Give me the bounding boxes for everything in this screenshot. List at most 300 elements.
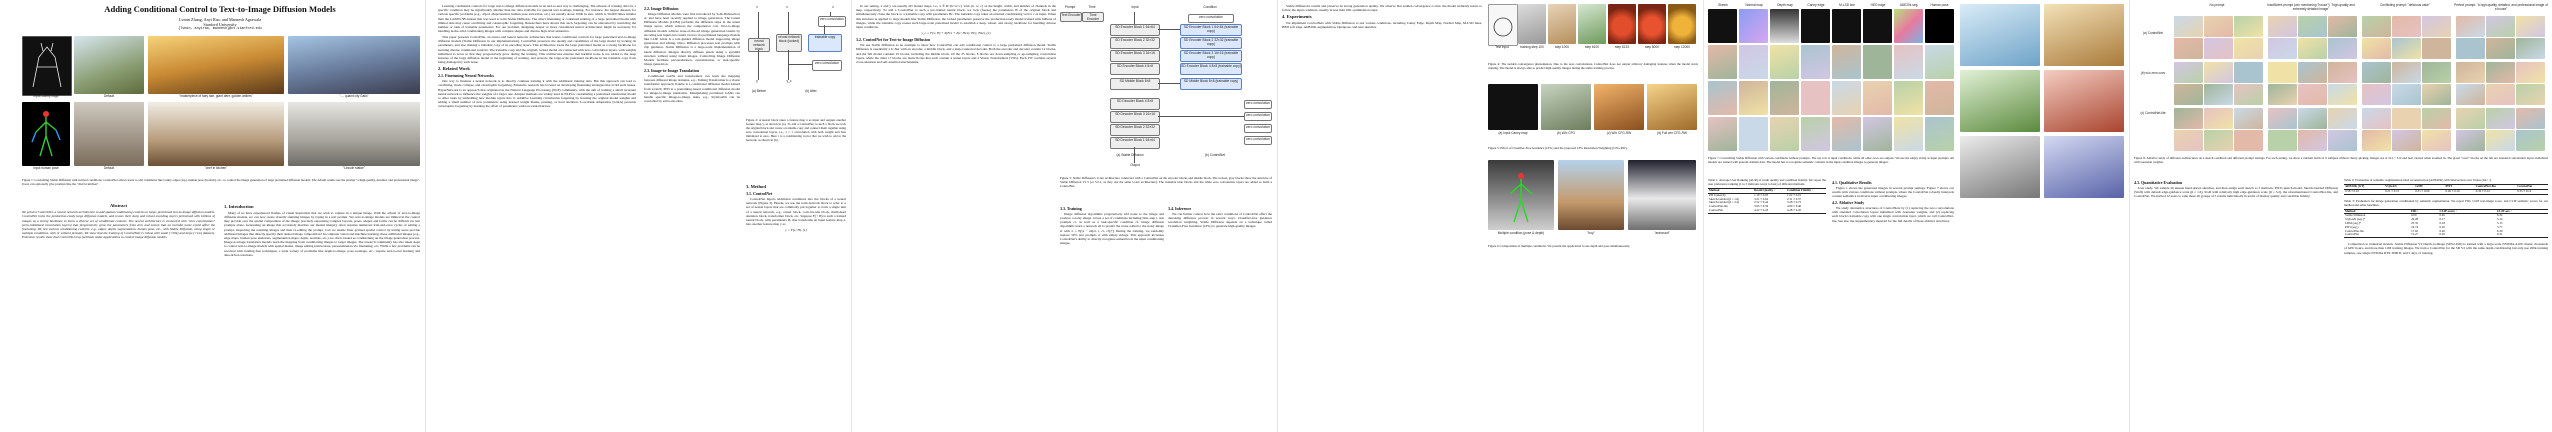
table-cell: 4.28 ± 0.45: [1787, 207, 1802, 212]
page-6-col-1: [2134, 178, 2338, 428]
fig4-label-6: step 12000: [1674, 45, 1690, 49]
fig3-label-sd: (a) Stable Diffusion: [1116, 153, 1144, 157]
figure-2-caption: Figure 2: A neural block takes a feature map x as input and outputs another feature map y, as shown in (a). To add a ControlNet to such a block we lock the original block and create a trainable copy and connect them together using zero convolution layers, i.e., 1 × 1 convolution with both weight and bias initialized to zero. Here c is a conditioning vector that we wish to add to the network, as shown in (b).: [746, 118, 846, 142]
ablation-sample-image: [2234, 62, 2263, 83]
ablation-sample-image: [2328, 84, 2357, 105]
condition-input-image: [1894, 9, 1923, 43]
fig2-arrow-a1: [758, 12, 759, 38]
page-6: [2130, 0, 2552, 432]
teaser-default-deer: [74, 36, 144, 94]
teaser-label-1: Input Canny edge: [33, 94, 59, 98]
table-cell: ControlNet: [2345, 232, 2359, 237]
table-cell: 0.18: [2439, 220, 2445, 225]
ablation-sample-image: [2298, 16, 2327, 37]
sample-image: [2044, 70, 2124, 132]
fig7-label-2: Depth map: [1777, 3, 1793, 7]
table-2-caption: Table 2: Evaluation of semantic segmentation label reconstruction (ADE20K) with Intersection over Union (IoU ↑).: [2344, 178, 2492, 182]
ablation-sample-image: [2268, 62, 2297, 83]
abstract-text: We present ControlNet, a neural network architecture to add spatial conditioning controls to large, pretrained text-to-image diffusion models. ControlNet locks the production-ready large diffusion models, and reuses their deep and robust encoding layers pretrained with billions of images as a strong backbone to learn a diverse set of conditional controls. The neural architecture is connected with "zero convolutions" (zero-initialized convolution layers) that progressively grow the parameters from zero and ensure that no harmful noise could affect the finetuning. We test various conditioning controls, e.g., edges, depth, segmentation, human pose, etc., with Stable Diffusion, using single or multiple conditions, with or without prompts. We show that the training of ControlNets is robust with small (<50k) and large (>1m) datasets. Extensive results show that ControlNet may facilitate wider applications to control image diffusion models.: [22, 210, 215, 240]
fig7-grid-container: [1708, 9, 1954, 153]
fig4-label-4: step 6133: [1614, 45, 1629, 49]
ablation-sample-image: [2486, 130, 2515, 151]
related-work-heading: 2. Related Work: [438, 66, 470, 72]
condition-input-image: [1770, 9, 1799, 43]
fig4-test-input: [1488, 4, 1518, 46]
teaser-label-5: Input human pose: [33, 166, 59, 170]
table-cell: PITI (seg.): [2345, 224, 2359, 229]
fig6-astronaut: [1628, 160, 1696, 230]
ablation-sample-image: [2298, 108, 2327, 129]
condition-input-image: [1832, 9, 1861, 43]
ablation-sample-image: [2392, 62, 2421, 83]
fig2-arrow-b2: [788, 50, 789, 80]
abstract-heading: Abstract: [109, 203, 128, 208]
generated-image: [1832, 45, 1861, 79]
table-cell: 0.21 ± 0.15: [2385, 188, 2400, 193]
method-heading: 3. Method: [746, 184, 766, 189]
figure-4-caption: Figure 4: The sudden convergence phenomenon. Due to the zero convolutions, ControlNet does not output arbitrary damaging features when the model starts training. The model is always able to predict high-quality images during the entire training process.: [1488, 62, 1698, 70]
experiments-heading: 4. Experiments: [1282, 14, 1312, 20]
figure-6-caption: Figure 6: Composition of multiple conditions. We present the application to use depth and pose simultaneously.: [1488, 244, 1631, 248]
fig4-label-0: Test input: [1495, 45, 1509, 49]
p4-text-b: We implement ControlNets with Stable Diffusion to test various conditions, including Canny Edge, Depth Map, Normal Map, M-LSD lines, HED soft edge, ADE20K segmentation, Openpose, and user sketches.: [1282, 21, 1482, 30]
zero-conv-skip-2: zero convolution: [1244, 112, 1272, 121]
teaser-label-8: "Lincoln statue": [343, 166, 365, 170]
p5-text-b: We study alternative structures of ControlNets by (1) replacing the zero convolutions with standard convolution layers initialized with Gaussian weights, and (2) replacing each block's trainable copy with one single convolution layer, which we call ControlNet-lite. See also the supplementary material for the full details of these ablative structures.: [1832, 206, 1954, 223]
fig6-boy: [1558, 160, 1624, 230]
fig4-label-3: step 6100: [1584, 45, 1599, 49]
table-cell: 3.28 ± 0.72: [1787, 200, 1802, 205]
table-cell: 5.15: [2497, 220, 2503, 225]
fig5-label-2: (c) W/o CFG-RW: [1606, 131, 1632, 135]
ablation-sample-image: [2268, 108, 2297, 129]
fig4-step-100: [1518, 4, 1546, 44]
fig7-label-1: Normal map: [1745, 3, 1763, 7]
teaser-pose-input: [22, 102, 70, 166]
table1-header-2: Condition Fidelity ↑: [1787, 188, 1814, 192]
table-cell: LDM (seg.)*: [2345, 220, 2362, 225]
fig3-connector-5: [1158, 116, 1244, 117]
ablation-sample-image: [2234, 84, 2263, 105]
ablation-sample-image: [2204, 62, 2233, 83]
fig3-label-cn: (b) ControlNet: [1204, 153, 1226, 157]
affiliation: Stanford University: [203, 22, 237, 27]
unet-encoder-1: SD Encoder Block 1 64×64: [1110, 24, 1160, 36]
fig2-arrow-b1: [788, 12, 789, 34]
table-row: [1708, 209, 1826, 213]
fig6-label-2: "astronaut": [1654, 231, 1670, 235]
fig4-label-1: training step 100: [1520, 45, 1544, 49]
ablation-sample-image: [2204, 130, 2233, 151]
teaser-chef: [148, 102, 284, 166]
fig7-label-7: Human pose: [1930, 3, 1949, 7]
fig5-canny: [1488, 84, 1538, 130]
p2-text-a: Learning conditional controls for large text-to-image diffusion models in an end-to-end way is challenging. The amount of training data for a specific condition may be significantly smaller than the data available for general text-to-image training. For instance, the largest datasets for various specific problems (e.g., object shape/normal, human pose extraction, etc.) are usually about 100K in size, which is 50,000 times smaller than the LAION-5B dataset that was used to train Stable Diffusion. The direct finetuning or continued training of a large pretrained model with limited data may cause overfitting and catastrophic forgetting. Researchers have shown that such forgetting can be alleviated by restricting the number or rank of trainable parameters. For our problem, designing deeper or more customized neural architectures might be necessary for handling in-the-wild conditioning images with complex shapes and diverse high-level semantics.: [438, 4, 636, 34]
introduction-text: Many of us have experienced flashes of visual inspiration that we wish to capture in a unique image. With the advent of text-to-image diffusion models, we can now create visually stunning images by typing in a text prompt. Yet, text-to-image models are limited in the control they provide over the spatial composition of the image; precisely expressing complex layouts, poses, shapes and forms can be difficult via text prompts alone. Generating an image that accurately matches our mental imagery often requires numerous trial-and-error cycles of editing a prompt, inspecting the resulting images and then re-editing the prompt. Can we enable finer grained spatial control by letting users provide additional images that directly specify their desired image composition? In computer vision and machine learning, these additional images (e.g., edge maps, human pose skeletons, segmentation maps, depth, normals, etc.) are often treated as conditioning on the image generation process. Image-to-image translation models learn the mapping from conditioning images to target images. The research community has also taken steps to control text-to-image models with spatial masks, image editing instructions, personalization via finetuning, etc. While a few problems can be resolved with training-free techniques, a wide variety of problems like depth-to-image, pose-to-image, etc., require end-to-end learning and data-driven solutions.: [224, 210, 420, 257]
table1-header-1: Result Quality ↑: [1754, 188, 1776, 192]
generated-image: [1739, 81, 1768, 115]
ablation-sample-image: [2362, 16, 2391, 37]
generated-image: [1832, 117, 1861, 151]
figure-7-conditions-grid: [1708, 4, 1954, 154]
ablation-sample-image: [2422, 38, 2451, 59]
condition-input-image: [1708, 9, 1737, 43]
table-3-generation: [2344, 209, 2548, 239]
author-list: [20, 17, 420, 32]
zero-conv-skip-4: zero convolution: [1244, 136, 1272, 145]
figure-1-teaser: [22, 36, 420, 176]
p3-text-d: We can further control how the extra conditions of ControlNet affect the denoising diffusion process in several ways. Classifier-free guidance resolution weighting. Stable Diffusion depends on a technique called Classifier-Free Guidance (CFG) to generate high-quality images.: [1168, 211, 1272, 229]
sample-image: [1960, 70, 2040, 132]
inference-heading: 3.4. Inference: [1168, 205, 1192, 211]
page-6-col-2: [2344, 178, 2548, 428]
ablation-sample-image: [2174, 62, 2203, 83]
fig8-header-2: Conflicting prompt: "delicious cake": [2380, 3, 2430, 7]
generated-image: [1894, 81, 1923, 115]
ablation-sample-image: [2392, 108, 2421, 129]
generated-image: [1770, 117, 1799, 151]
introduction-heading: 1. Introduction: [224, 204, 254, 209]
ablation-sample-image: [2456, 62, 2485, 83]
table-cell: 0.32 ± 0.12: [2475, 188, 2490, 193]
table-cell: 2.52 ± 0.44: [1754, 200, 1769, 205]
p6-text-b: Comparison to industrial models. Stable Diffusion V2 Depth-to-Image (SDv2-D2I) is trained with a large-scale NVIDIA A100 cluster, thousands of GPU hours, and more than 12M training images. We train a ControlNet for the SD V2 with the same depth conditioning but only use 200k training samples, one single NVIDIA RTX 3090Ti, and 5 days of training.: [2344, 242, 2548, 255]
ablation-sample-image: [2204, 38, 2233, 59]
ablation-sample-image: [2328, 130, 2357, 151]
controlnet-heading: 3.1. ControlNet: [746, 190, 773, 196]
generated-image: [1863, 45, 1892, 79]
fig6-label-0: Multiple condition (pose & depth): [1497, 231, 1545, 235]
generated-image: [1894, 117, 1923, 151]
teaser-canny-input: [22, 36, 72, 96]
fig3-time-encoder: Time Encoder: [1082, 12, 1104, 22]
figure-8-caption: Figure 8: Ablative study of different architectures on a sketch condition and different prompt settings. For each setting, we show a random batch of 6 samples without cherry-picking. Images are at 512 × 512 and best viewed when zoomed in. The green "conv" blocks on the left are standard convolution layers initialized with Gaussian weights.: [2134, 156, 2548, 164]
ablation-sample-image: [2516, 16, 2545, 37]
table-1-user-ranking: [1708, 188, 1826, 214]
fig3-text-encoder: Text Encoder: [1060, 12, 1082, 22]
ablation-sample-image: [2234, 16, 2263, 37]
ablation-sample-image: [2456, 16, 2485, 37]
quantitative-heading: 4.3. Quantitative Evaluation: [2134, 179, 2183, 185]
condition-input-image: [1925, 9, 1954, 43]
page-1: [0, 0, 425, 432]
ablation-sample-image: [2392, 38, 2421, 59]
ablation-sample-image: [2392, 130, 2421, 151]
ablation-sample-image: [2362, 130, 2391, 151]
page-2-col-3: [746, 182, 846, 428]
table-cell: ControlNet-lite: [2345, 228, 2364, 233]
p3-text-a: In our setting, x and y are usually 2D feature maps, i.e., x ∈ R^{h×w×c} with {h, w, c} as the height, width, and number of channels in the map, respectively. To add a ControlNet to such a pre-trained neural block, we lock (freeze) the parameters Θ of the original block and simultaneously clone the block to a trainable copy with parameters Θc. The trainable copy takes an external conditioning vector c as input. When this structure is applied to large models like Stable Diffusion, the locked parameters preserve the production-ready model trained with billions of images, while the trainable copy reuses such large-scale pretrained model to establish a deep, robust, and strong backbone for handling diverse input conditions.: [856, 4, 1056, 30]
generated-image: [1801, 117, 1830, 151]
fig4-step-8000: [1638, 4, 1666, 44]
table-cell: 0.17: [2439, 217, 2445, 222]
page-5: [1704, 0, 2129, 432]
ablation-sample-image: [2362, 108, 2391, 129]
table-cell: VQGAN (seg.)*: [2345, 217, 2366, 222]
table-cell: 4.09 ± 0.46: [1787, 204, 1802, 209]
ablation-sample-image: [2516, 84, 2545, 105]
unet-decoder-4: SD Decoder Block 4 8×8: [1110, 98, 1160, 110]
fig7-label-6: ADE20k seg.: [1899, 3, 1919, 7]
ablation-sample-image: [2268, 16, 2297, 37]
p6-text-a: User study. We sample 20 unseen hand-drawn sketches, and then assign each sketch to 5 methods: PITI's sketch model, Sketch-Guided Diffusion (SGD) with default edge-guidance scale (β = 1.6), SGD with relatively high edge-guidance scale (β = 3.2), the aforementioned ControlNet-lite, and ControlNet. We invited 12 users to rank these 20 groups of 5 results individually in terms of display quality and condition fidelity.: [2134, 185, 2338, 199]
sd-controlnet-heading: 3.2. ControlNet for Text-to-Image Diffusion: [856, 36, 931, 42]
generated-image: [1770, 81, 1799, 115]
generated-image: [1708, 117, 1737, 151]
teaser-default-person: [74, 102, 144, 166]
figure-5-cfg: [1488, 84, 1698, 144]
fig8-header-0: No prompt: [2209, 3, 2225, 7]
ablation-sample-image: [2328, 62, 2357, 83]
figure-4-convergence: [1488, 4, 1698, 60]
ablation-sample-image: [2328, 16, 2357, 37]
table3-header-2: CLIP-score ↑: [2439, 208, 2458, 213]
fig2-label-b: (b) After: [805, 89, 817, 93]
table2-header-5: ControlNet: [2517, 184, 2533, 188]
fig5-wo-cfg: [1541, 84, 1591, 130]
table2-header-2: LDM: [2415, 184, 2423, 188]
fig2-arrow-b5: [824, 25, 825, 34]
paper-title: Adding Conditional Control to Text-to-Image Diffusion Models: [104, 4, 336, 14]
table-cell: ControlNet: [1709, 207, 1723, 212]
fig8-row-1: (b) w/o zero conv: [2140, 71, 2166, 75]
page-1-left-column: [22, 202, 215, 428]
table-cell: Sketch-Guided (β = 3.2): [1709, 200, 1740, 205]
fig2-zero-conv-1: zero convolution: [818, 16, 846, 27]
fig6-label-1: "boy": [1587, 231, 1595, 235]
finetuning-heading: 2.1. Finetuning Neural Networks: [438, 73, 494, 79]
table-cell: 0.26: [2439, 228, 2445, 233]
unet-decoder-2: SD Decoder Block 2 32×32: [1110, 124, 1160, 136]
page-2-col-1: [438, 4, 636, 428]
generated-image: [1708, 45, 1737, 79]
teaser-fairy-deer: [148, 36, 284, 94]
figure-7-caption: Figure 7: Controlling Stable Diffusion with various conditions without prompts. The top row is input conditions, while all other rows are outputs. We use the empty string as input prompts. All models are trained with general-domain data. The model has to recognize semantic contents in the input condition images to generate images.: [1708, 156, 1954, 164]
teaser-lincoln: [288, 102, 420, 166]
fig3-output: Output: [1130, 163, 1140, 167]
fig7-label-4: M-LSD line: [1839, 3, 1855, 7]
fig5-label-3: (d) Full w/o CFG-RW: [1657, 131, 1687, 135]
table2-header-1: VQGAN: [2385, 184, 2397, 188]
zero-conv-skip-1: zero convolution: [1244, 100, 1272, 109]
unet-encoder-2: SD Encoder Block 2 32×32: [1110, 37, 1160, 49]
fig8-row-2: (c) ControlNet-lite: [2140, 111, 2166, 115]
teaser-label-7: "chef in kitchen": [204, 166, 228, 170]
page-3-col-2: [1060, 204, 1164, 428]
table-row: [2344, 233, 2548, 237]
p2-text-b: This paper presents ControlNet, an end-to-end neural network architecture that learns conditional controls for large pretrained text-to-image diffusion models (Stable Diffusion in our implementation). ControlNet preserves the quality and capabilities of the large model by locking its parameters, and also making a trainable copy of its encoding layers. This architecture treats the large pretrained model as a strong backbone for learning diverse conditional controls. The trainable copy and the original, locked model are connected with zero convolution layers, with weights initialized to zeros so that they progressively grow during the training. This architecture ensures that harmful noise is not added to the deep features of the large diffusion model at the beginning of training, and protects the large-scale pretrained backbone in the trainable copy from being damaged by such noise.: [438, 34, 636, 65]
ablation-sample-image: [2174, 16, 2203, 37]
p2-text-c: One way to finetune a neural network is to directly continue training it with the additional training data. But this approach can lead to overfitting, mode collapse, and catastrophic forgetting. Extensive research has focused on developing finetuning strategies that avoid such issues. HyperNetwork is an approach that originated in the Natural Language Processing (NLP) community, with the aim of training a small recurrent neural network to influence the weights of a larger one. Adapter methods are widely used in NLP for customizing a pretrained transformer model to other tasks by embedding new module layers into it. Additive Learning circumvents forgetting by freezing the original model weights and adding a small number of new parameters using learned weight masks, pruning, or hard attention. Low-Rank Adaptation (LoRA) prevents catastrophic forgetting by learning the offset of parameters with low-rank matrices.: [438, 79, 636, 109]
ablation-sample-image: [2204, 84, 2233, 105]
table-2-segmentation: [2344, 184, 2548, 195]
ablation-sample-image: [2268, 84, 2297, 105]
generated-image: [1739, 45, 1768, 79]
p5-text-a: Figure 1 shows the generated images in several prompt settings. Figure 7 shows our results with various conditions without prompts, where the ControlNet robustly interprets content semantics in diverse input conditioning images.: [1832, 185, 1954, 199]
condition-input-image: [1801, 9, 1830, 43]
generated-image: [1801, 45, 1830, 79]
ablation-sample-image: [2456, 130, 2485, 151]
sample-image: [1960, 4, 2040, 66]
ablation-sample-image: [2174, 38, 2203, 59]
ablation-sample-image: [2422, 84, 2451, 105]
figure-3-unet-diagram: [1060, 4, 1272, 174]
ablation-sample-image: [2234, 108, 2263, 129]
ablation-sample-image: [2456, 108, 2485, 129]
ablation-sample-image: [2516, 108, 2545, 129]
i2i-heading: 2.3. Image-to-Image Translation: [644, 67, 699, 73]
generated-image: [1925, 117, 1954, 151]
table-cell: 26.28: [2411, 217, 2419, 222]
fig2-arrow-b4: [830, 12, 831, 16]
ablation-sample-image: [2486, 16, 2515, 37]
fig2-c: c: [832, 5, 834, 9]
ablation-sample-image: [2268, 130, 2297, 151]
fig3-input: Input: [1131, 5, 1139, 9]
table-cell: 3.93 ± 0.59: [1754, 204, 1769, 209]
sample-image: [2044, 136, 2124, 198]
ablation-sample-image: [2204, 16, 2233, 37]
control-encoder-4: SD Encoder Block 4 8×8 (trainable copy): [1180, 63, 1242, 75]
unet-decoder-3: SD Decoder Block 3 16×16: [1110, 111, 1160, 123]
ablation-sample-image: [2456, 84, 2485, 105]
equation-2: y_c = F(x; Θ) + Z(F(x + Z(c; Θz1); Θc); Θz2), (2): [921, 31, 991, 36]
generated-image: [1770, 45, 1799, 79]
ablation-sample-image: [2234, 38, 2263, 59]
figure-7-extra-samples: [1960, 4, 2124, 428]
equation-1: y = F(x; Θ). (1): [785, 228, 807, 233]
p4-text-a: Stable Diffusion's results and preserve its strong generation quality. We observe that sudden convergence occurs: the model suddenly learns to follow the input condition, usually in less than 10K optimization steps.: [1282, 4, 1482, 13]
fig3-condition: Condition: [1203, 5, 1217, 9]
page-1-right-column: [224, 202, 420, 428]
table-cell: 1.10 ± 0.05: [1754, 192, 1769, 197]
page-4: [1278, 0, 1703, 432]
teaser-label-2: Default: [103, 94, 115, 98]
table-cell: 15.27: [2411, 232, 2419, 237]
p2-text-e: Conditional GANs and transformers can learn the mapping between different image domains, e.g., Taming Transformer is a vision transformer approach; Palette is a conditional diffusion model trained from scratch; PITI is a pretraining-based conditional diffusion model for image-to-image translation. Manipulating pretrained GANs can handle specific image-to-image tasks, e.g., StyleGANs can be controlled by extra encoders.: [644, 74, 740, 104]
ablation-sample-image: [2174, 108, 2203, 129]
figure-1-caption: Figure 1: Controlling Stable Diffusion with learned conditions. ControlNet allows users to add conditions like Canny edges (top), human pose (bottom), etc., to control the image generation of large pretrained diffusion models. The default results use the prompt "a high-quality, detailed, and professional image". Users can optionally give prompts like the "chef in kitchen".: [22, 178, 420, 186]
unet-encoder-3: SD Encoder Block 3 16×16: [1110, 50, 1160, 62]
table2-header-3: PITI: [2445, 184, 2452, 188]
table-cell: 6.32: [2497, 213, 2503, 218]
condition-input-image: [1739, 9, 1768, 43]
fig3-connector-1: [1134, 12, 1135, 24]
page-3-col-1: [856, 4, 1056, 428]
page-4-col-1: [1282, 4, 1482, 428]
fig7-label-5: HED edge: [1870, 3, 1886, 7]
ablation-sample-image: [2174, 130, 2203, 151]
figure-3-caption: Figure 3: Stable Diffusion's U-net architecture connected with a ControlNet on the encoder blocks and middle block. The locked, gray blocks show the structure of Stable Diffusion V1.5 (or V2.1, as they use the same U-net architecture). The trainable blue blocks and the white zero convolution layers are added to build a ControlNet.: [1060, 176, 1272, 188]
table-3-caption: Table 3: Evaluation for image generation conditioned by semantic segmentation. We report FID, CLIP text-image score, and CLIP aesthetic scores for our method and other baselines.: [2344, 198, 2548, 207]
ablation-sample-image: [2328, 108, 2357, 129]
image-diffusion-heading: 2.2. Image Diffusion: [644, 5, 679, 11]
control-encoder-2: SD Encoder Block 2 32×32 (trainable copy): [1180, 37, 1242, 49]
training-heading: 3.3. Training: [1060, 205, 1082, 211]
fig4-step-6100: [1578, 4, 1606, 44]
table-cell: 0.35 ± 0.14: [2517, 188, 2532, 193]
fig3-zero-conv-in: zero convolution: [1188, 14, 1234, 23]
ablation-sample-image: [2362, 38, 2391, 59]
table-cell: ControlNet-lite: [1709, 204, 1728, 209]
ablation-sample-image: [2174, 84, 2203, 105]
figure-2-diagram: [746, 4, 846, 116]
fig5-label-0: (a) Input Canny map: [1498, 131, 1528, 135]
ablation-sample-image: [2204, 108, 2233, 129]
fig2-locked-block: neural network block (locked): [776, 34, 802, 52]
unet-encoder-4: SD Encoder Block 4 8×8: [1110, 63, 1160, 75]
fig8-row-0: (a) ControlNet: [2142, 31, 2164, 35]
fig2-yc: y_c: [786, 79, 792, 83]
generated-image: [1925, 45, 1954, 79]
table-cell: Stable Diffusion: [2345, 213, 2366, 218]
table-cell: 6.30: [2497, 228, 2503, 233]
ablation-sample-image: [2362, 84, 2391, 105]
fig7-label-3: Canny edge: [1807, 3, 1825, 7]
ablation-sample-image: [2392, 16, 2421, 37]
table-1-caption: Table 1: Average User Ranking (AUR) of result quality and condition fidelity. We report the user preference ranking (1 to 5 indicates worst to best) of different methods.: [1708, 178, 1826, 186]
figure-8-ablation: [2134, 4, 2548, 154]
table-cell: 0.26 ± 0.16: [2445, 188, 2460, 193]
ablation-sample-image: [2298, 62, 2327, 83]
fig2-arrow-b3: [788, 64, 812, 65]
sample-image: [2044, 4, 2124, 66]
generated-image: [1863, 117, 1892, 151]
ablation-sample-image: [2422, 16, 2451, 37]
fig4-label-5: step 8000: [1644, 45, 1659, 49]
ablation-sample-image: [2516, 38, 2545, 59]
table-cell: 19.74: [2411, 224, 2419, 229]
generated-image: [1925, 81, 1954, 115]
authors: Lvmin Zhang, Anyi Rao, and Maneesh Agrawala: [178, 17, 262, 22]
generated-image: [1863, 81, 1892, 115]
ablation-sample-image: [2392, 84, 2421, 105]
fig2-x-a: x: [756, 5, 758, 9]
figure-6-composition: [1488, 160, 1698, 242]
fig4-step-6133: [1608, 4, 1636, 44]
table-cell: 0.26: [2439, 213, 2445, 218]
fig8-header-3: Perfect prompt: "a high-quality, detailed, and professional image of a house": [2454, 3, 2548, 11]
ablation-sample-image: [2298, 38, 2327, 59]
fig4-step-12000: [1668, 4, 1696, 44]
ablation-heading: 4.2. Ablative Study: [1832, 199, 1865, 205]
fig2-zero-conv-2: zero convolution: [812, 60, 842, 71]
ablation-sample-image: [2298, 84, 2327, 105]
condition-input-image: [1863, 9, 1892, 43]
table-cell: 6.09: [2411, 213, 2417, 218]
p3-text-c: Image diffusion algorithms progressively add noise to the image and produce a noisy image. Given a set of conditions including time step t, text prompts ct, as well as a task-specific condition cf, image diffusion algorithms learn a network εθ to predict the noise added to the noisy image zt with L = E[||ε − εθ(zt, t, ct, cf)||²]. During the training, we randomly replace 50% text prompts ct with empty strings. This approach increases ControlNet's ability to directly recognize semantics in the input conditioning images.: [1060, 211, 1164, 246]
ablation-sample-image: [2422, 130, 2451, 151]
ablation-sample-image: [2298, 130, 2327, 151]
ablation-sample-image: [2486, 84, 2515, 105]
table-cell: 0.26: [2439, 232, 2445, 237]
control-encoder-3: SD Encoder Block 3 16×16 (trainable copy): [1180, 50, 1242, 62]
table3-header-3: CLIP-aes. ↑: [2497, 208, 2513, 213]
unet-decoder-1: SD Decoder Block 1 64×64: [1110, 137, 1160, 149]
ablation-sample-image: [2516, 62, 2545, 83]
table-cell: PITI (sketch): [1709, 192, 1726, 197]
table-cell: 0.58 ± 0.10: [2345, 188, 2360, 193]
generated-image: [1739, 117, 1768, 151]
table-cell: 25.35: [2411, 220, 2419, 225]
fig2-trainable-copy: trainable copy: [808, 34, 842, 52]
ablation-sample-image: [2516, 130, 2545, 151]
ablation-sample-image: [2486, 62, 2515, 83]
table-cell: 0.31 ± 0.09: [2415, 188, 2430, 193]
ablation-sample-image: [2268, 38, 2297, 59]
p3-text-b: We use Stable Diffusion as an example to show how ControlNet can add conditional control to a large pretrained diffusion model. Stable Diffusion is essentially a U-Net with an encoder, a middle block, and a skip-connected decoder. Both the encoder and decoder contain 12 blocks, and the full model contains 25 blocks, including the middle block. Of the 25 blocks, 8 blocks are down-sampling or up-sampling convolution layers, while the other 17 blocks are main blocks that each contain 4 resnet layers and 2 Vision Transformers (ViTs). Each ViT contains several cross-attention and self-attention mechanisms.: [856, 43, 1056, 64]
teaser-label-6: Default: [103, 166, 115, 170]
